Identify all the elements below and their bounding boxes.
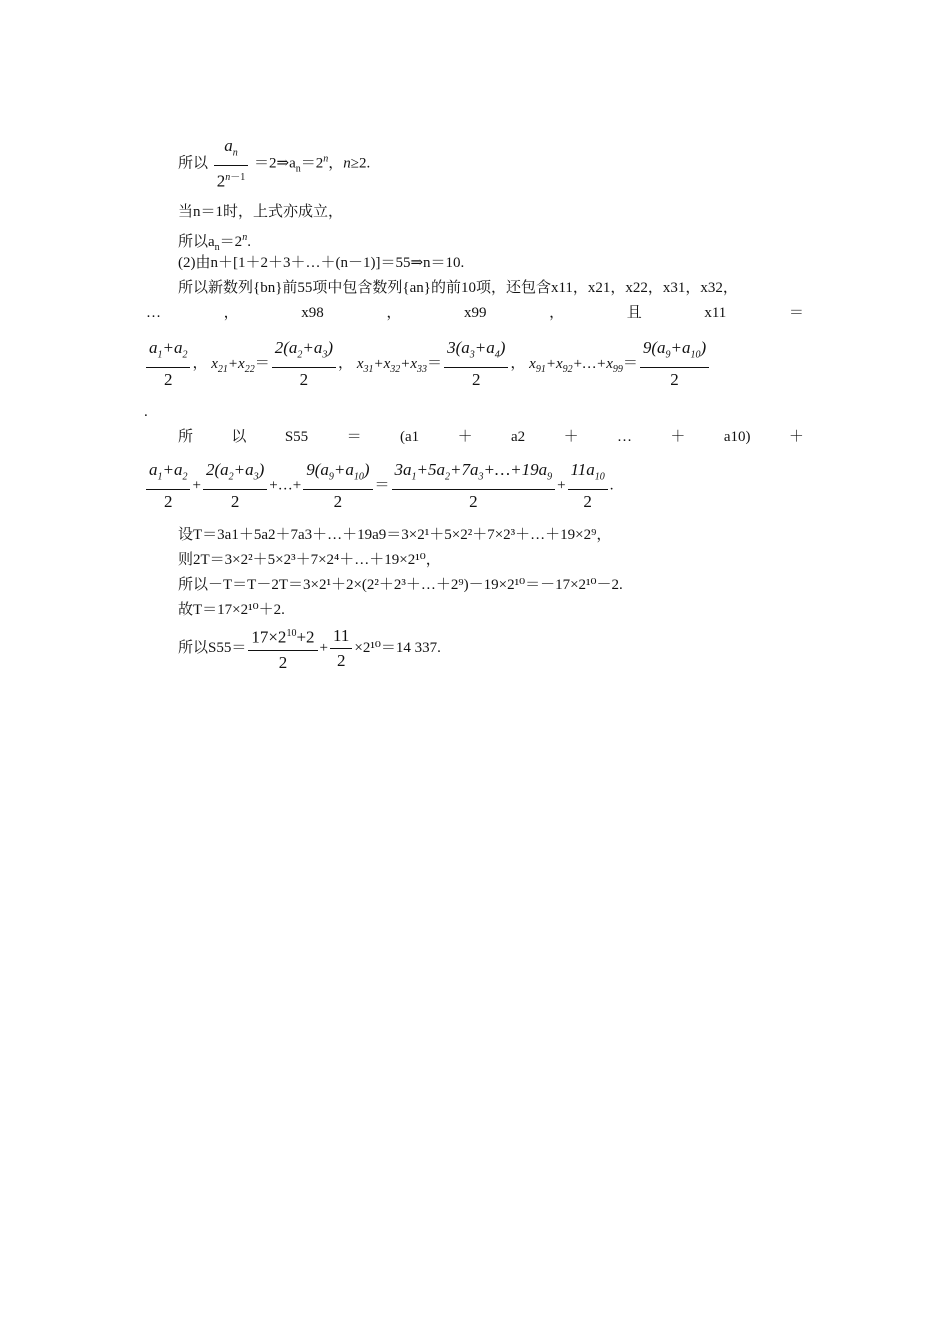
solution-line-3: 所以$a_n=2^n$.	[178, 232, 251, 253]
line-1-rest: ＝2⇒a	[254, 155, 296, 172]
fraction-3-a3-a4: $\frac{3(a_3+a_4)}{2}$	[444, 338, 508, 390]
solution-line-13: 故T＝17×2¹⁰＋2.	[178, 602, 285, 618]
fraction-2-a2-a3: $\frac{2(a_2+a_3)}{2}$	[272, 338, 336, 390]
solution-line-9: $\frac{a_1+a_2}{2}$ + $\frac{2(a_2+a_3)}{2}$ +…+ $\frac{9(a_9+a_{10})}{2}$ ＝ $\frac{3a_1+5a_2+7a_3+\dots+19a_9}{2}$ + $\frac{11a_{10}}{2}$ .	[144, 460, 614, 512]
solution-line-12: 所以－T＝T－2T＝3×2¹＋2×(2²＋2³＋…＋2⁹)－19×2¹⁰＝－17×2¹⁰－2.	[178, 577, 623, 593]
line-1-prefix: 所以	[178, 155, 209, 172]
fraction-9-a9-a10: $\frac{9(a_9+a_{10})}{2}$	[640, 338, 709, 390]
solution-line-8: 所 以 S55 ＝ (a1 ＋ a2 ＋ … ＋ a10) ＋	[178, 429, 804, 445]
line-7-tail: .	[144, 404, 148, 420]
solution-line-7: $\frac{a_1+a_2}{2}$ ， $x_{21}+x_{22}=$ $\frac{2(a_2+a_3)}{2}$ ， $x_{31}+x_{32}+x_{33}=$ $\frac{3(a_3+a_4)}{2}$ ， $x_{91}+x_{92}+\dots+x_{99}=$ $\frac{9(a_9+a_{10})}{2}$	[144, 338, 711, 390]
fraction-a1-plus-a2-over-2: $\frac{a_1+a_2}{2}$	[146, 338, 190, 390]
solution-line-4: (2)由n＋[1＋2＋3＋…＋(n－1)]＝55⇒n＝10.	[178, 255, 465, 271]
solution-line-6: … ， x98 ， x99 ， 且 x11 ＝	[146, 305, 804, 321]
solution-line-10: 设T＝3a1＋5a2＋7a3＋…＋19a9＝3×2¹＋5×2²＋7×2³＋…＋19×2⁹，	[178, 527, 612, 543]
fraction-an-over-2n-1: $\frac{a_n}{2^{n-1}}$	[214, 136, 249, 192]
solution-line-2: 当n＝1时，上式亦成立，	[178, 204, 344, 220]
solution-line-14: 所以S55＝ $\frac{17\times 2^{10}+2}{2}$ + $\frac{11}{2}$ ×2¹⁰＝14 337.	[178, 625, 441, 672]
solution-line-11: 则2T＝3×2²＋5×2³＋7×2⁴＋…＋19×2¹⁰，	[178, 552, 441, 568]
solution-line-5: 所以新数列{bn}前55项中包含数列{an}的前10项，还包含x11，x21，x22，x31，x32，	[178, 280, 738, 296]
solution-line-1: 所以 $\frac{a_n}{2^{n-1}}$ $=2\Rightarrow a_n=2^n$，n≥2.	[178, 136, 371, 192]
